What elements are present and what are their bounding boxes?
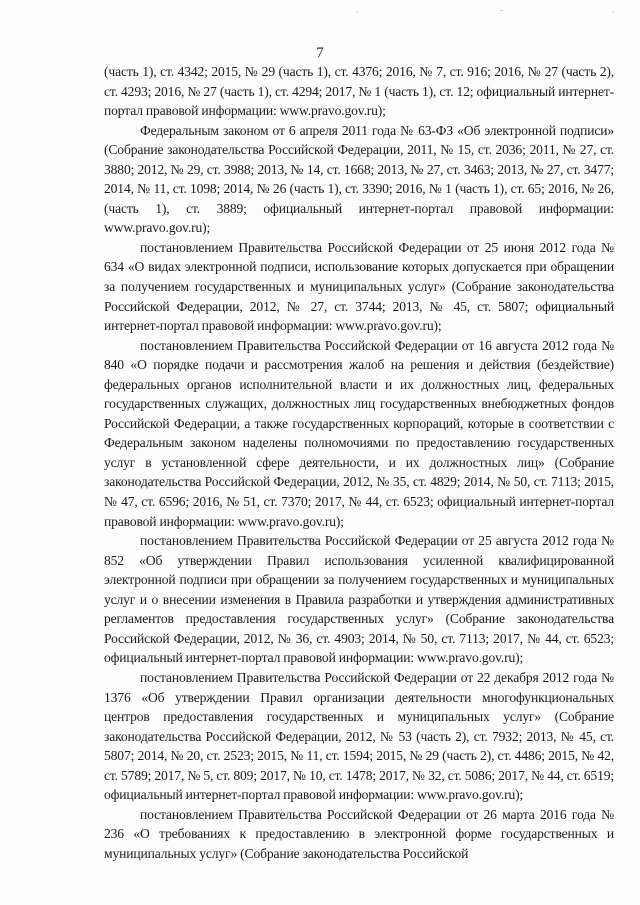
document-body (104, 62, 614, 863)
paragraph: Федеральным законом от 6 апреля 2011 года № 63-ФЗ «Об электронной подписи» (Собрание законодательства Российской Федерации, 2011, № 15, ст. 2036; 2011, № 27, ст. 3880; 2012, № 29, ст. 3988; 2013, № 14, ст. 1668; 2013, № 27, ст. 3463; 2013, № 27, ст. 3477; 2014, № 11, ст. 1098; 2014, № 26 (часть 1), ст. 3390; 2016, № 1 (часть 1), ст. 65; 2016, № 26, (часть 1), ст. 3889; официальный интернет-портал правовой информации: www.pravo.gov.ru); (104, 122, 614, 236)
paragraph: постановлением Правительства Российской Федерации от 16 августа 2012 года № 840 «О порядке подачи и рассмотрения жалоб на решения и действия (бездействие) федеральных органов исполнительной власти и их должностных лиц, федеральных государственных служащих, должностных лиц государственных внебюджетных фондов Российской Федерации, а также государственных корпораций, которые в соответствии с Федеральным законом наделены полномочиями по предоставлению государственных услуг в установленной сфере деятельности, и их должностных лиц» (Собрание законодательства Российской Федерации, 2012, № 35, ст. 4829; 2014, № 50, ст. 7113; 2015, № 47, ст. 6596; 2016, № 51, ст. 7370; 2017, № 44, ст. 6523; официальный интернет-портал правовой информации: www.pravo.gov.ru); (104, 337, 614, 529)
scan-mark: . (612, 5, 615, 16)
paragraph: постановлением Правительства Российской Федерации от 22 декабря 2012 года № 1376 «Об утверждении Правил организации деятельности многофункциональных центров предоставления государственных и муниципальных услуг» (Собрание законодательства Российской Федерации, 2012, № 53 (часть 2), ст. 7932; 2013, № 45, ст. 5807; 2014, № 20, ст. 2523; 2015, № 11, ст. 1594; 2015, № 29 (часть 2), ст. 4486; 2015, № 42, ст. 5789; 2017, № 5, ст. 809; 2017, № 10, ст. 1478; 2017, № 32, ст. 5086; 2017, № 44, ст. 6519; официальный интернет-портал правовой информации: www.pravo.gov.ru); (104, 669, 614, 803)
scan-mark: - (500, 5, 504, 16)
page-number: 7 (316, 45, 324, 61)
paragraph: (часть 1), ст. 4342; 2015, № 29 (часть 1), ст. 4376; 2016, № 7, ст. 916; 2016, № 27 (часть 2), ст. 4293; 2016, № 27 (часть 1), ст. 4294; 2017, № 1 (часть 1), ст. 12; официальный интернет-портал правовой информации: www.pravo.gov.ru); (104, 64, 614, 119)
paragraph: постановлением Правительства Российской Федерации от 25 июня 2012 года № 634 «О видах электронной подписи, использование которых допускается при обращении за получением государственных и муниципальных услуг» (Собрание законодательства Российской Федерации, 2012, № 27, ст. 3744; 2013, № 45, ст. 5807; официальный интернет-портал правовой информации: www.pravo.gov.ru); (104, 239, 614, 334)
scan-mark: . (356, 5, 359, 16)
paragraph: постановлением Правительства Российской Федерации от 26 марта 2016 года № 236 «О требованиях к предоставлению в электронной форме государственных и муниципальных услуг» (Собрание законодательства Российской (104, 806, 614, 861)
paragraph: постановлением Правительства Российской Федерации от 25 августа 2012 года № 852 «Об утверждении Правил использования усиленной квалифицированной электронной подписи при обращении за получением государственных и муниципальных услуг и о внесении изменения в Правила разработки и утверждения административных регламентов предоставления государственных услуг» (Собрание законодательства Российской Федерации, 2012, № 36, ст. 4903; 2014, № 50, ст. 7113; 2017, № 44, ст. 6523; официальный интернет-портал правовой информации: www.pravo.gov.ru); (104, 533, 614, 666)
